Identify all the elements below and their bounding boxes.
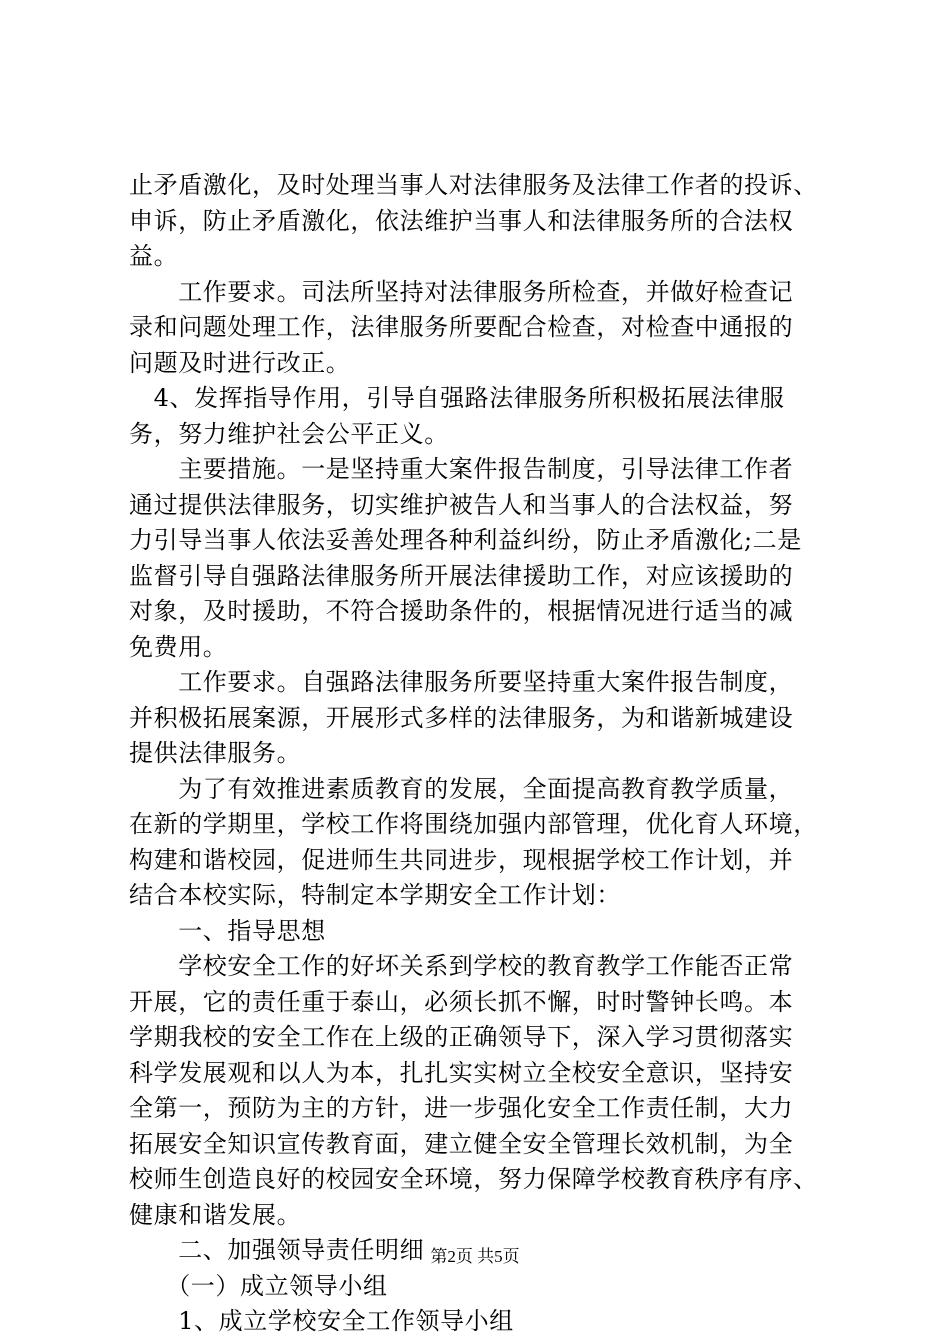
text-line: 健康和谐发展。 <box>129 1200 302 1229</box>
text-line: 学期我校的安全工作在上级的正确领导下，深入学习贯彻落实 <box>129 1023 794 1051</box>
text-line: 全第一，预防为主的方针，进一步强化安全工作责任制，大力 <box>129 1094 794 1122</box>
text-line: 学校安全工作的好坏关系到学校的教育教学工作能否正常 <box>129 952 794 980</box>
text-line: 对象，及时援助，不符合援助条件的，根据情况进行适当的减 <box>129 597 794 625</box>
text-line: 力引导当事人依法妥善处理各种利益纠纷，防止矛盾激化;二是 <box>129 526 802 554</box>
section-heading: 一、指导思想 <box>129 916 326 945</box>
text-line: 并积极拓展案源，开展形式多样的法律服务，为和谐新城建设 <box>129 703 794 732</box>
text-line: 录和问题处理工作，法律服务所要配合检查，对检查中通报的 <box>129 313 794 341</box>
text-line: 4、发挥指导作用，引导自强路法律服务所积极拓展法律服 <box>129 384 785 412</box>
text-line: 拓展安全知识宣传教育面，建立健全安全管理长效机制，为全 <box>129 1129 794 1158</box>
subsection-heading: （一）成立领导小组 <box>129 1271 388 1300</box>
text-line: 申诉，防止矛盾激化，依法维护当事人和法律服务所的合法权 <box>129 206 794 235</box>
page-number-footer: 第2页 共5页 <box>430 1247 520 1266</box>
text-line: 开展，它的责任重于泰山，必须长抓不懈，时时警钟长鸣。本 <box>129 987 794 1016</box>
text-line: 监督引导自强路法律服务所开展法律援助工作，对应该援助的 <box>129 561 794 590</box>
section-heading: 二、加强领导责任明细 <box>129 1236 425 1264</box>
text-line: 工作要求。司法所坚持对法律服务所检查，并做好检查记 <box>129 277 794 306</box>
text-line: 结合本校实际，特制定本学期安全工作计划： <box>129 881 621 909</box>
list-item: 1、成立学校安全工作领导小组 <box>129 1307 514 1335</box>
text-line: 工作要求。自强路法律服务所要坚持重大案件报告制度， <box>129 668 794 696</box>
text-line: 校师生创造良好的校园安全环境，努力保障学校教育秩序有序、 <box>129 1165 818 1193</box>
text-line: 通过提供法律服务，切实维护被告人和当事人的合法权益，努 <box>129 490 794 519</box>
text-line: 在新的学期里，学校工作将围绕加强内部管理，优化育人环境， <box>129 810 818 838</box>
text-line: 提供法律服务。 <box>129 739 302 767</box>
text-line: 益。 <box>129 242 179 270</box>
text-line: 务，努力维护社会公平正义。 <box>129 419 449 448</box>
text-line: 构建和谐校园，促进师生共同进步，现根据学校工作计划，并 <box>129 845 794 874</box>
text-line: 主要措施。一是坚持重大案件报告制度，引导法律工作者 <box>129 455 794 483</box>
text-line: 为了有效推进素质教育的发展，全面提高教育教学质量， <box>129 774 794 803</box>
document-body <box>129 168 839 1340</box>
text-line: 科学发展观和以人为本，扎扎实实树立全校安全意识，坚持安 <box>129 1058 794 1087</box>
text-line: 免费用。 <box>129 632 228 661</box>
text-line: 止矛盾激化，及时处理当事人对法律服务及法律工作者的投诉、 <box>129 171 818 199</box>
text-line: 问题及时进行改正。 <box>129 348 351 377</box>
